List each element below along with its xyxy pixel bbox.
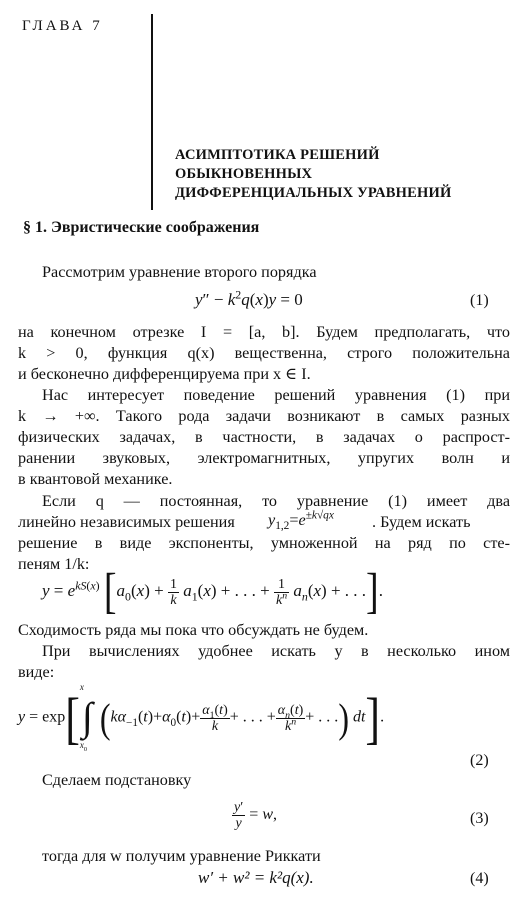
equation-1-number: (1) [470, 292, 489, 309]
chapter-label: ГЛАВА 7 [22, 18, 103, 34]
inline-formula-solutions: $y_{1,2}=e^{\pm k√qx}$ [268, 509, 334, 533]
paragraph-line: Сделаем подстановку [42, 771, 192, 789]
chapter-title [175, 146, 451, 203]
paragraph-line: Нас интересует поведение решений уравнения (1) при [42, 386, 510, 404]
equation-1: $y'' - k^2q(x)y = 0$ [195, 287, 303, 309]
equation-3: $\frac{y'}{y}$ = w, [234, 800, 277, 831]
paragraph-line: пеням 1/k: [18, 555, 90, 573]
paragraph-line: на конечном отрезке I = [a, b]. Будем предполагать, что [18, 323, 510, 341]
paragraph-line: тогда для w получим уравнение Риккати [42, 847, 321, 865]
paragraph-line: При вычислениях удобнее искать y в несколько ином [42, 642, 510, 660]
paragraph-line: виде: [18, 663, 55, 681]
paragraph-line: . Будем искать [372, 513, 471, 531]
chapter-title-line3: ДИФФЕРЕНЦИАЛЬНЫХ УРАВНЕНИЙ [175, 185, 452, 201]
paragraph-line: линейно независимых решения [18, 513, 235, 531]
equation-4: w′ + w² = k²q(x). [198, 868, 314, 887]
equation-4-number: (4) [470, 870, 489, 887]
paragraph-line: k > 0, функция q(x) вещественна, строго положительна [18, 344, 510, 362]
equation-2-number: (2) [470, 752, 489, 769]
paragraph-line: в квантовой механике. [18, 470, 173, 488]
integral-sign: x ∫ $x_0$ [79, 682, 93, 753]
paragraph-line: и бесконечно дифференцируема при x ∈ I. [18, 365, 311, 383]
paragraph-line: Если q — постоянная, то уравнение (1) имеет два [42, 492, 510, 510]
equation-series: $y = e^{kS(x)}$ [$a_0(x)$ + $\frac{1}{k}$ $a_1(x)$ + . . . + $\frac{1}{k^n}$ $a_n(x)$ + . . .]. [42, 564, 383, 620]
section-heading: § 1. Эвристические соображения [23, 219, 260, 236]
chapter-divider [151, 14, 153, 210]
chapter-title-line2: ОБЫКНОВЕННЫХ [175, 166, 313, 182]
equation-2: y = exp[ x ∫ $x_0$ ($k\alpha_{-1}(t)+\alpha_0(t)+$ $\frac{\alpha_1(t)}{k}$ + . . . + $\frac{\alpha_n(t)}{k^n}$ + . . .) dt]. [18, 682, 385, 753]
chapter-title-line1: АСИМПТОТИКА РЕШЕНИЙ [175, 147, 380, 163]
paragraph-line: Сходимость ряда мы пока что обсуждать не будем. [18, 621, 369, 639]
paragraph-line: k → +∞. Такого рода задачи возникают в самых разных [18, 407, 510, 425]
paragraph-line: ранении звуковых, электромагнитных, упругих волн и [18, 449, 510, 467]
paragraph-line: решение в виде экспоненты, умноженной на ряд по сте- [18, 534, 510, 552]
paragraph-line: физических задачах, в частности, в задачах о распрост- [18, 428, 510, 446]
equation-3-number: (3) [470, 810, 489, 827]
paragraph-intro: Рассмотрим уравнение второго порядка [42, 263, 317, 281]
